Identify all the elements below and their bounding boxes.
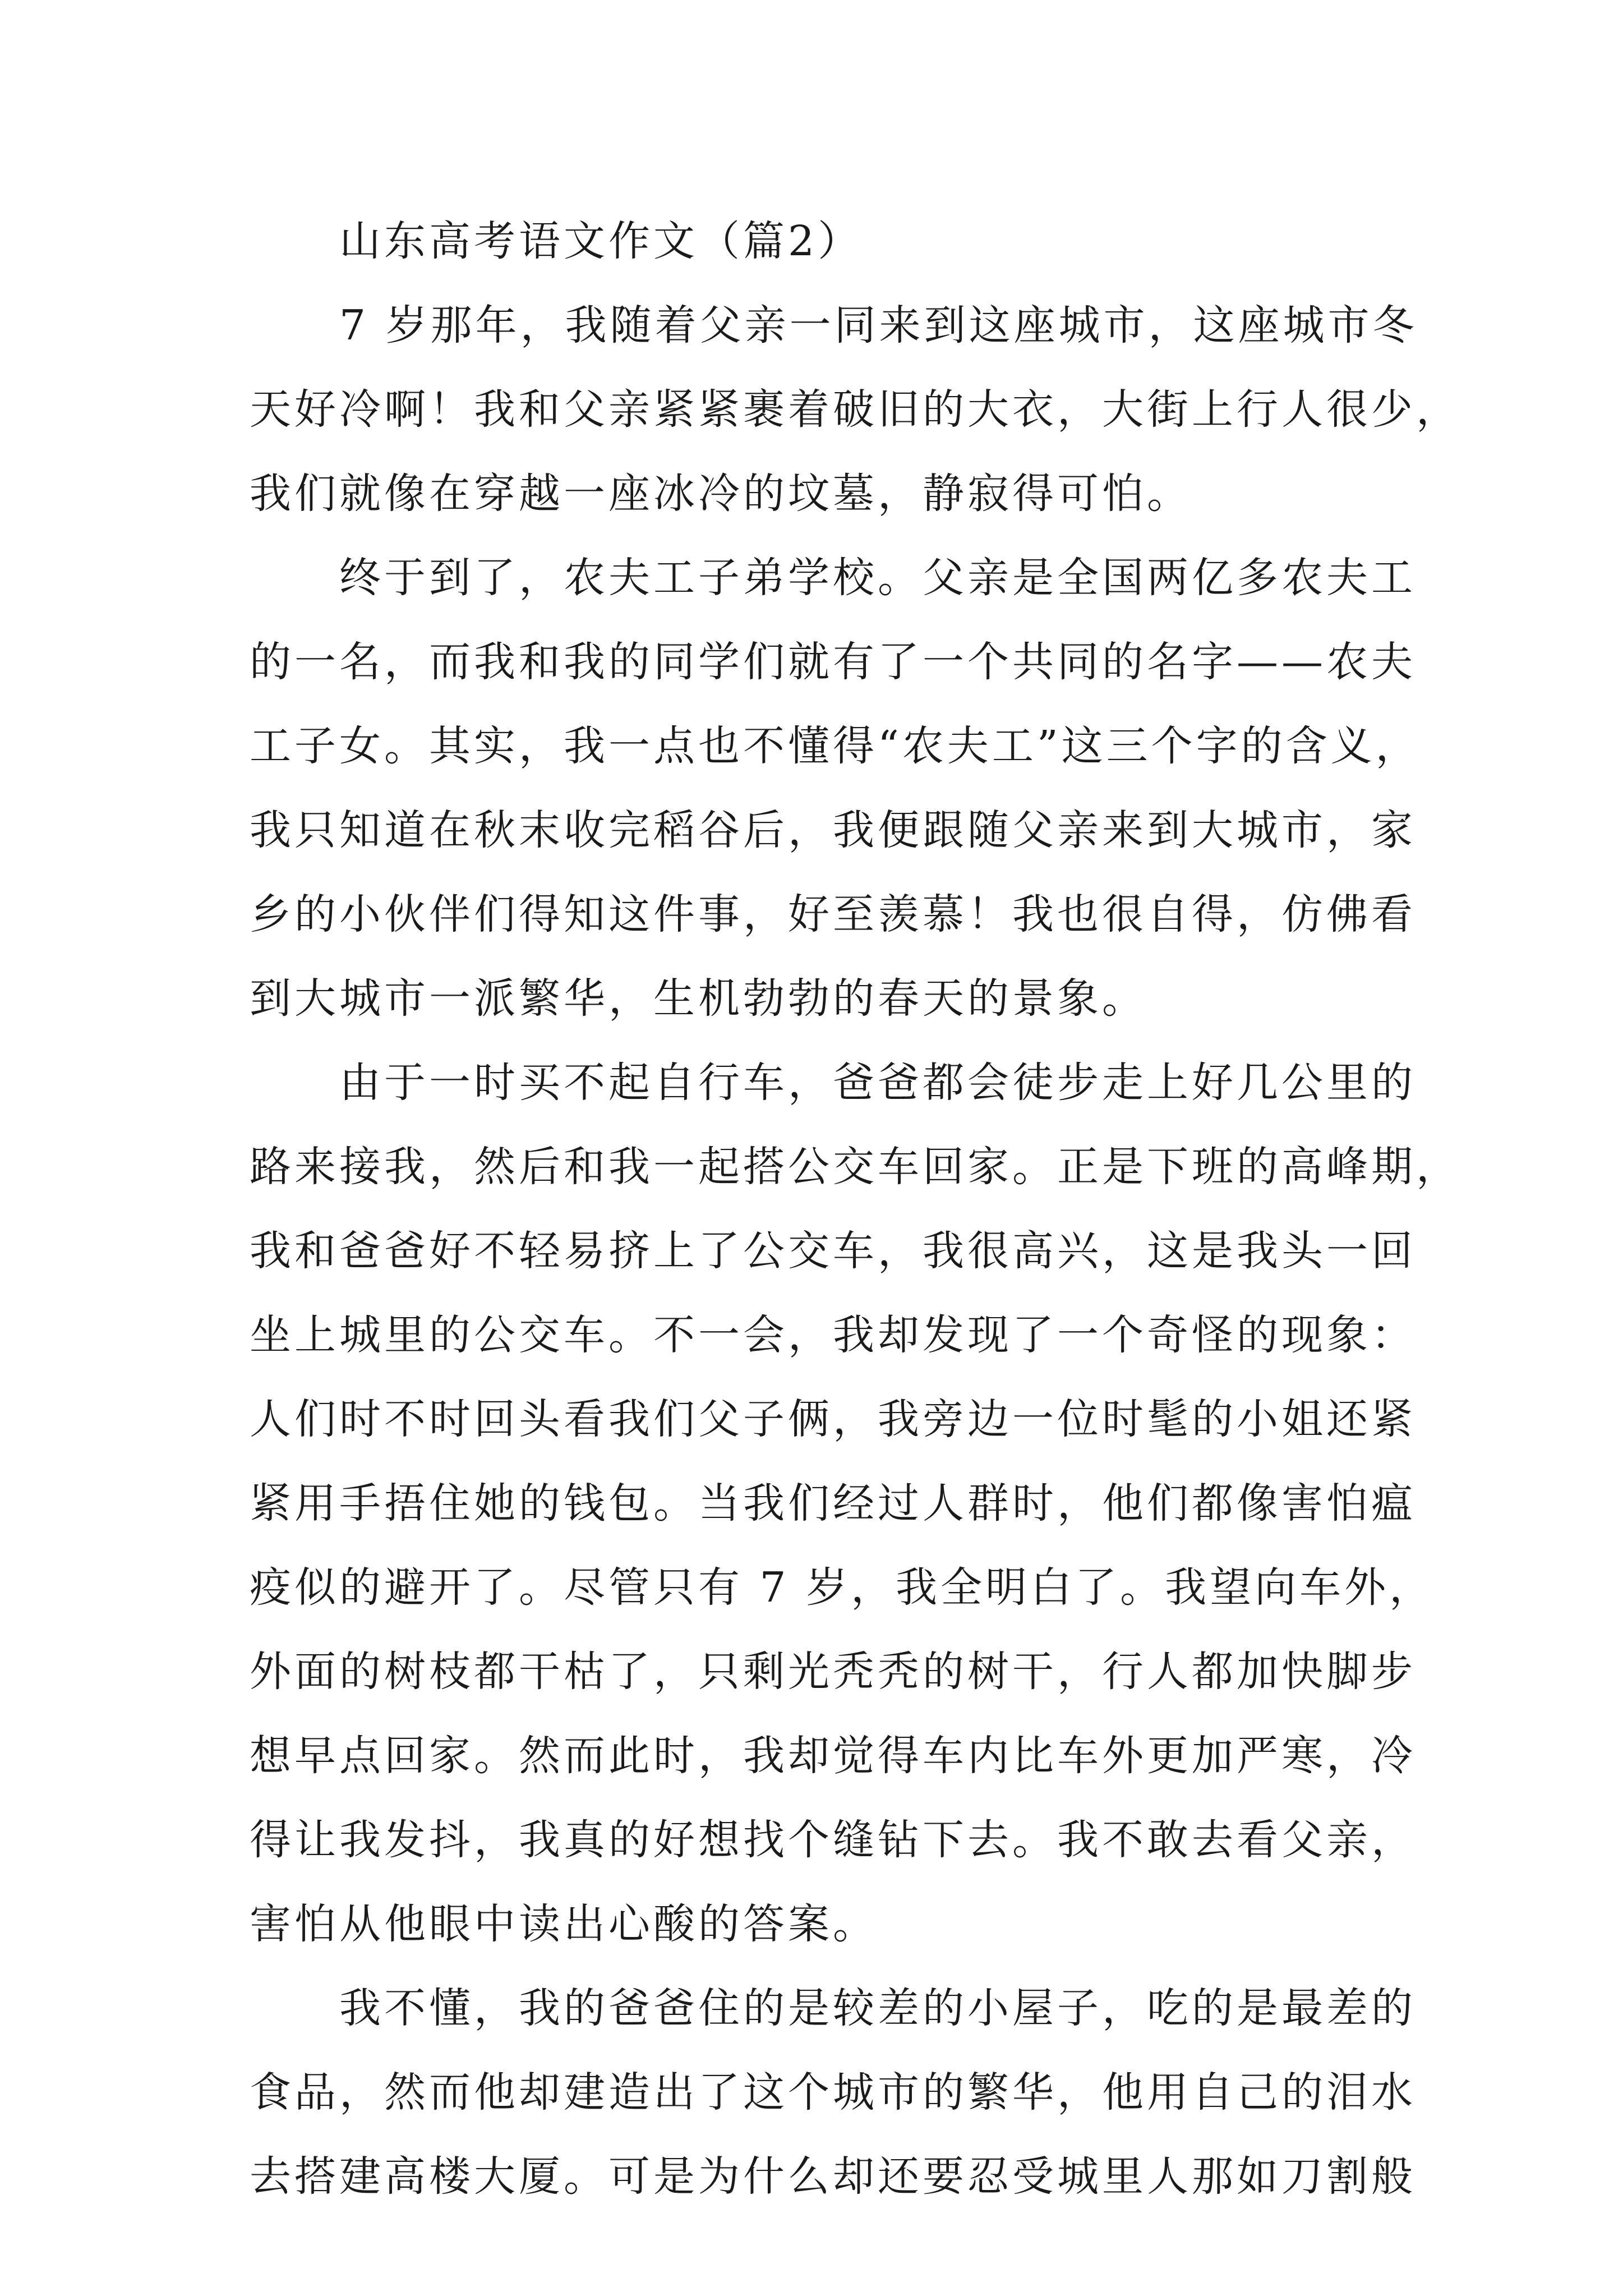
text-line: 终于到了，农夫工子弟学校。父亲是全国两亿多农夫工 [339, 554, 1416, 602]
text-line: 紧用手捂住她的钱包。当我们经过人群时，他们都像害怕瘟 [250, 1479, 1416, 1527]
text-line: 人们时不时回头看我们父子俩，我旁边一位时髦的小姐还紧 [250, 1395, 1416, 1443]
document-title: 山东高考语文作文（篇2） [339, 217, 863, 265]
text-line: 想早点回家。然而此时，我却觉得车内比车外更加严寒，冷 [250, 1732, 1416, 1780]
text-line: 我和爸爸好不轻易挤上了公交车，我很高兴，这是我头一回 [250, 1227, 1416, 1275]
text-line: 得让我发抖，我真的好想找个缝钻下去。我不敢去看父亲， [250, 1816, 1416, 1864]
text-line: 我们就像在穿越一座冰冷的坟墓，静寂得可怕。 [250, 470, 1192, 518]
text-line: 去搭建高楼大厦。可是为什么却还要忍受城里人那如刀割般 [250, 2152, 1416, 2201]
text-line: 外面的树枝都干枯了，只剩光秃秃的树干，行人都加快脚步 [250, 1648, 1416, 1696]
text-line: 坐上城里的公交车。不一会，我却发现了一个奇怪的现象： [250, 1311, 1416, 1359]
text-line: 疫似的避开了。尽管只有 7 岁，我全明白了。我望向车外， [250, 1563, 1435, 1612]
text-line: 路来接我，然后和我一起搭公交车回家。正是下班的高峰期， [250, 1143, 1461, 1191]
text-line: 我只知道在秋末收完稻谷后，我便跟随父亲来到大城市，家 [250, 806, 1416, 854]
text-line: 害怕从他眼中读出心酸的答案。 [250, 1900, 878, 1948]
text-line: 食品，然而他却建造出了这个城市的繁华，他用自己的泪水 [250, 2068, 1416, 2116]
text-line: 工子女。其实，我一点也不懂得“农夫工”这三个字的含义， [250, 722, 1421, 770]
text-line: 的一名，而我和我的同学们就有了一个共同的名字——农夫 [250, 638, 1416, 686]
document-body [250, 199, 1461, 2219]
text-line: 到大城市一派繁华，生机勃勃的春天的景象。 [250, 974, 1147, 1023]
text-line: 乡的小伙伴们得知这件事，好至羡慕！我也很自得，仿佛看 [250, 890, 1416, 938]
text-line: 由于一时买不起自行车，爸爸都会徒步走上好几公里的 [339, 1059, 1416, 1107]
text-line: 我不懂，我的爸爸住的是较差的小屋子，吃的是最差的 [339, 1984, 1416, 2032]
text-line: 天好冷啊！我和父亲紧紧裹着破旧的大衣，大街上行人很少， [250, 385, 1461, 434]
text-line: 7 岁那年，我随着父亲一同来到这座城市，这座城市冬 [339, 301, 1418, 349]
